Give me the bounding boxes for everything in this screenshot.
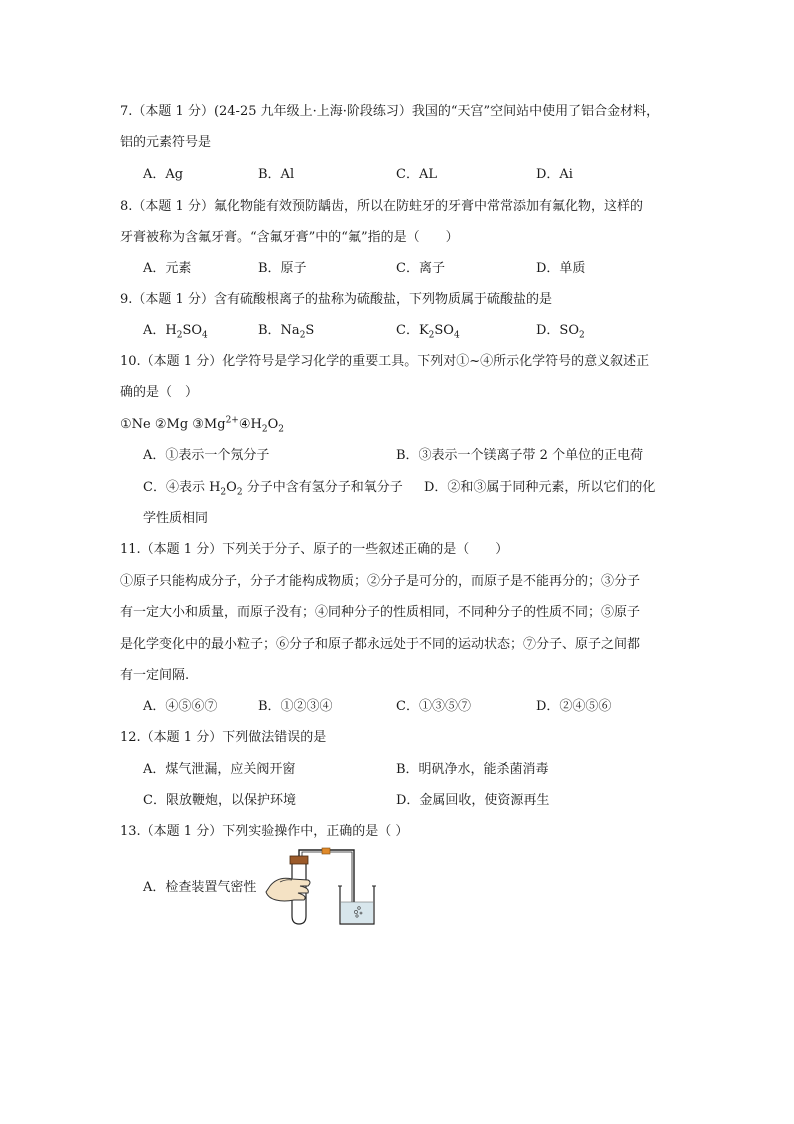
q7-option-d: D．Ai: [536, 167, 573, 182]
q12-option-b: B．明矾净水，能杀菌消毒: [396, 762, 549, 777]
q12-stem: 12.（本题 1 分）下列做法错误的是: [120, 730, 327, 745]
q12-option-a: A．煤气泄漏，应关阀开窗: [143, 762, 296, 777]
q8-option-c: C．离子: [396, 261, 445, 276]
q8-option-d: D．单质: [536, 261, 586, 276]
q10-option-d-line1: D．②和③属于同种元素，所以它们的化: [424, 480, 656, 495]
q11-body-line1: ①原子只能构成分子，分子才能构成物质；②分子是可分的，而原子是不能再分的；③分子: [120, 574, 641, 589]
q10-stem-line1: 10.（本题 1 分）化学符号是学习化学的重要工具。下列对①~④所示化学符号的意义叙述正: [120, 354, 650, 369]
q11-option-a: A．④⑤⑥⑦: [143, 699, 218, 714]
q7-stem-line2: 铝的元素符号是: [120, 135, 212, 150]
q12-option-c: C．限放鞭炮，以保护环境: [143, 793, 296, 808]
airtightness-check-apparatus: [264, 846, 394, 928]
q11-body-line2: 有一定大小和质量，而原子没有；④同种分子的性质相同，不同种分子的性质不同；⑤原子: [120, 605, 641, 620]
q11-body-line4: 有一定间隔.: [120, 668, 190, 683]
q9-option-a: A．$H_2SO_4$: [143, 323, 208, 341]
q7-option-a: A．Ag: [143, 167, 184, 182]
q9-stem: 9.（本题 1 分）含有硫酸根离子的盐称为硫酸盐，下列物质属于硫酸盐的是: [120, 292, 552, 307]
q11-body-line3: 是化学变化中的最小粒子；⑥分子和原子都永远处于不同的运动状态；⑦分子、原子之间都: [120, 637, 641, 652]
q8-stem-line1: 8.（本题 1 分）氟化物能有效预防龋齿，所以在防蛀牙的牙膏中常常添加有氟化物，这样的: [120, 199, 643, 214]
q10-option-d-line2: 学性质相同: [143, 511, 209, 526]
q9-option-c: C．$K_2SO_4$: [396, 323, 460, 341]
q10-option-c: C．④表示 $H_2O_2$ 分子中含有氢分子和氧分子: [143, 480, 403, 498]
q13-stem: 13.（本题 1 分）下列实验操作中，正确的是（ ）: [120, 824, 409, 839]
q11-stem: 11.（本题 1 分）下列关于分子、原子的一些叙述正确的是（ ）: [120, 542, 509, 557]
q11-option-c: C．①③⑤⑦: [396, 699, 471, 714]
q13-option-a: A．检查装置气密性: [143, 880, 257, 895]
q8-stem-line2: 牙膏被称为含氟牙膏。“含氟牙膏”中的“氟”指的是（ ）: [120, 230, 459, 245]
q11-option-b: B．①②③④: [258, 699, 333, 714]
q8-option-a: A．元素: [143, 261, 192, 276]
q7-option-c: C．AL: [396, 167, 437, 182]
q10-symbols: ①Ne ②Mg $③Mg^{2+}④H_2O_2$: [120, 415, 284, 435]
q11-option-d: D．②④⑤⑥: [536, 699, 612, 714]
q7-option-b: B．Al: [258, 167, 295, 182]
q9-option-d: D．$SO_2$: [536, 323, 585, 341]
q7-stem-line1: 7.（本题 1 分）(24-25 九年级上·上海·阶段练习）我国的“天宫”空间站中使用了铝合金材料，: [120, 104, 660, 119]
q10-stem-line2: 确的是（ ）: [120, 385, 199, 400]
q8-option-b: B．原子: [258, 261, 307, 276]
q12-option-d: D．金属回收，使资源再生: [396, 793, 550, 808]
q10-option-a: A．①表示一个氖分子: [143, 448, 270, 463]
q10-option-b: B．③表示一个镁离子带 2 个单位的正电荷: [396, 448, 644, 463]
q9-option-b: B．$Na_2S$: [258, 323, 315, 341]
